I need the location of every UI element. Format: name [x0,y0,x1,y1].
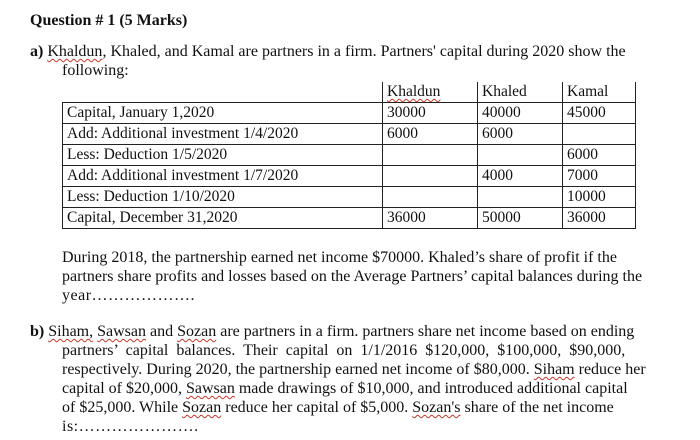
name-sozan: Sozan [177,323,217,340]
part-a-label: a) [30,43,44,60]
name-khaldun: Khaldun [47,43,103,60]
row-label: Add: Additional investment 1/7/2020 [63,166,383,187]
name-sozan: Sozan [182,399,222,416]
part-a-question-line1: During 2018, the partnership earned net income $70000. Khaled’s share of profit if the [62,249,617,266]
row-label: Less: Deduction 1/5/2020 [63,145,383,166]
table-row [63,124,636,145]
table-cell [478,187,563,208]
part-a-intro-line1: a) Khaldun, Khaled, and Kamal are partners in a firm. Partners' capital during 2020 show the [30,43,626,60]
part-a-intro-line2: following: [62,62,129,79]
name-sawsan: Sawsan [185,380,235,397]
part-a-answer-blank: year………………. [62,287,196,304]
table-cell: 36000 [383,208,478,229]
name-siham: Siham [533,361,575,378]
table-row [63,103,636,124]
table-cell [383,166,478,187]
capital-table [62,82,636,229]
part-b-line5: of $25,000. While Sozan reduce her capital of $5,000. Sozan's share of the net income [62,399,614,416]
table-header-row [63,82,636,103]
question-title: Question # 1 (5 Marks) [30,12,188,29]
row-label: Capital, December 31,2020 [63,208,383,229]
part-b-line2: partners’ capital balances. Their capital on 1/1/2016 $120,000, $100,000, $90,000, [62,342,626,359]
part-a-question-line2: partners share profits and losses based on the Average Partners’ capital balances during the [62,268,643,285]
name-khaled: Khaled [110,43,157,60]
table-row [63,166,636,187]
name-siham: Siham, [48,323,94,340]
part-b-line1: b) Siham, Sawsan and Sozan are partners in a firm. partners share net income based on ending [30,323,635,340]
table-cell: 10000 [563,187,636,208]
table-cell: 45000 [563,103,636,124]
table-header-cell: Khaldun [383,82,478,103]
table-row [63,208,636,229]
table-cell [478,145,563,166]
part-a-intro-rest: are partners in a firm. Partners' capital during 2020 show the [238,43,626,60]
table-cell [383,187,478,208]
table-cell [383,145,478,166]
table-cell: 6000 [478,124,563,145]
table-header-cell: Khaled [478,82,563,103]
name-sozans: Sozan's [412,399,461,416]
table-cell: 4000 [478,166,563,187]
part-b-line3: respectively. During 2020, the partnership earned net income of $80,000. Siham reduce her [62,361,646,378]
name-kamal: Kamal [191,43,235,60]
part-b-line4: capital of $20,000, Sawsan made drawings of $10,000, and introduced additional capital [62,380,628,397]
table-cell: 36000 [563,208,636,229]
table-cell: 6000 [563,145,636,166]
table-header-cell: Kamal [563,82,636,103]
table-cell: 40000 [478,103,563,124]
row-label: Capital, January 1,2020 [63,103,383,124]
table-cell: 6000 [383,124,478,145]
table-cell: 50000 [478,208,563,229]
table-cell: 30000 [383,103,478,124]
part-b-answer-blank: is:…………………. [62,418,199,435]
table-row [63,145,636,166]
table-cell: 7000 [563,166,636,187]
row-label: Less: Deduction 1/10/2020 [63,187,383,208]
table-header-cell [63,82,383,103]
row-label: Add: Additional investment 1/4/2020 [63,124,383,145]
table-row [63,187,636,208]
table-cell [563,124,636,145]
part-b-label: b) [30,323,45,340]
name-sawsan: Sawsan [97,323,147,340]
